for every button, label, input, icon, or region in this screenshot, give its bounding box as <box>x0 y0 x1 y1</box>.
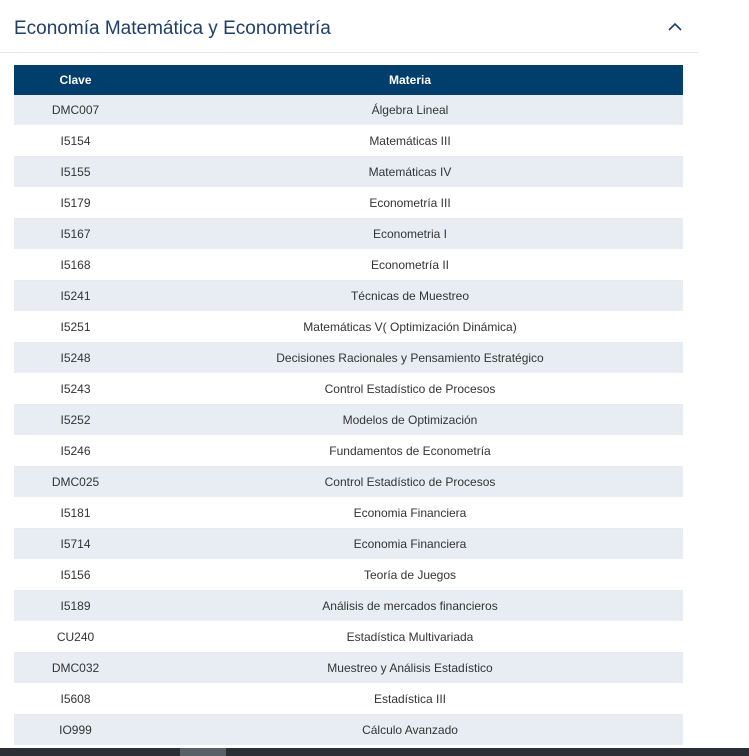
course-code-cell: I5181 <box>14 498 137 529</box>
course-code-cell: I5251 <box>14 312 137 343</box>
course-name-cell: Fundamentos de Econometría <box>137 436 683 467</box>
table-row <box>14 622 683 653</box>
course-code-cell: I5154 <box>14 126 137 157</box>
course-name-cell: Matemáticas V( Optimización Dinámica) <box>137 312 683 343</box>
course-name-cell: Economia Financiera <box>137 529 683 560</box>
table-row <box>14 188 683 219</box>
course-code-cell: CU240 <box>14 622 137 653</box>
table-row <box>14 405 683 436</box>
course-code-cell: I5155 <box>14 157 137 188</box>
course-name-cell: Técnicas de Muestreo <box>137 281 683 312</box>
course-code-cell: I5156 <box>14 560 137 591</box>
course-code-cell: I5248 <box>14 343 137 374</box>
course-code-cell: DMC032 <box>14 653 137 684</box>
course-name-cell: Matemáticas IV <box>137 157 683 188</box>
table-header-row <box>14 65 683 95</box>
table-row <box>14 715 683 746</box>
course-name-cell: Modelos de Optimización <box>137 405 683 436</box>
course-table <box>14 65 683 746</box>
table-row <box>14 653 683 684</box>
course-name-cell: Control Estadístico de Procesos <box>137 467 683 498</box>
course-name-cell: Estadística III <box>137 684 683 715</box>
table-row <box>14 95 683 126</box>
course-name-cell: Control Estadístico de Procesos <box>137 374 683 405</box>
table-row <box>14 312 683 343</box>
course-code-cell: I5179 <box>14 188 137 219</box>
course-code-cell: IO999 <box>14 715 137 746</box>
table-row <box>14 436 683 467</box>
table-row <box>14 560 683 591</box>
table-row <box>14 157 683 188</box>
course-name-cell: Álgebra Lineal <box>137 95 683 126</box>
course-name-cell: Econometría II <box>137 250 683 281</box>
course-code-cell: DMC007 <box>14 95 137 126</box>
horizontal-scrollbar[interactable] <box>0 748 749 756</box>
course-name-cell: Muestreo y Análisis Estadístico <box>137 653 683 684</box>
scrollbar-thumb[interactable] <box>180 748 226 756</box>
course-code-cell: I5246 <box>14 436 137 467</box>
course-name-cell: Estadística Multivariada <box>137 622 683 653</box>
course-name-cell: Matemáticas III <box>137 126 683 157</box>
course-code-cell: I5167 <box>14 219 137 250</box>
section-title: Economía Matemática y Econometría <box>14 18 331 39</box>
course-table-wrapper <box>14 65 683 746</box>
course-name-cell: Análisis de mercados financieros <box>137 591 683 622</box>
course-name-cell: Econometría III <box>137 188 683 219</box>
table-row <box>14 374 683 405</box>
column-header-materia: Materia <box>137 65 683 95</box>
table-row <box>14 126 683 157</box>
course-code-cell: DMC025 <box>14 467 137 498</box>
table-body <box>14 95 683 746</box>
course-name-cell: Economia Financiera <box>137 498 683 529</box>
course-code-cell: I5189 <box>14 591 137 622</box>
table-row <box>14 684 683 715</box>
course-name-cell: Decisiones Racionales y Pensamiento Estratégico <box>137 343 683 374</box>
table-row <box>14 343 683 374</box>
course-code-cell: I5714 <box>14 529 137 560</box>
table-row <box>14 467 683 498</box>
table-row <box>14 529 683 560</box>
course-code-cell: I5252 <box>14 405 137 436</box>
table-row <box>14 498 683 529</box>
course-name-cell: Teoría de Juegos <box>137 560 683 591</box>
course-code-cell: I5168 <box>14 250 137 281</box>
table-row <box>14 591 683 622</box>
course-name-cell: Econometria I <box>137 219 683 250</box>
table-row <box>14 250 683 281</box>
accordion-header[interactable] <box>0 0 698 53</box>
course-code-cell: I5243 <box>14 374 137 405</box>
course-code-cell: I5241 <box>14 281 137 312</box>
course-code-cell: I5608 <box>14 684 137 715</box>
column-header-clave: Clave <box>14 65 137 95</box>
table-row <box>14 281 683 312</box>
chevron-up-icon[interactable] <box>666 20 684 34</box>
table-row <box>14 219 683 250</box>
course-name-cell: Cálculo Avanzado <box>137 715 683 746</box>
